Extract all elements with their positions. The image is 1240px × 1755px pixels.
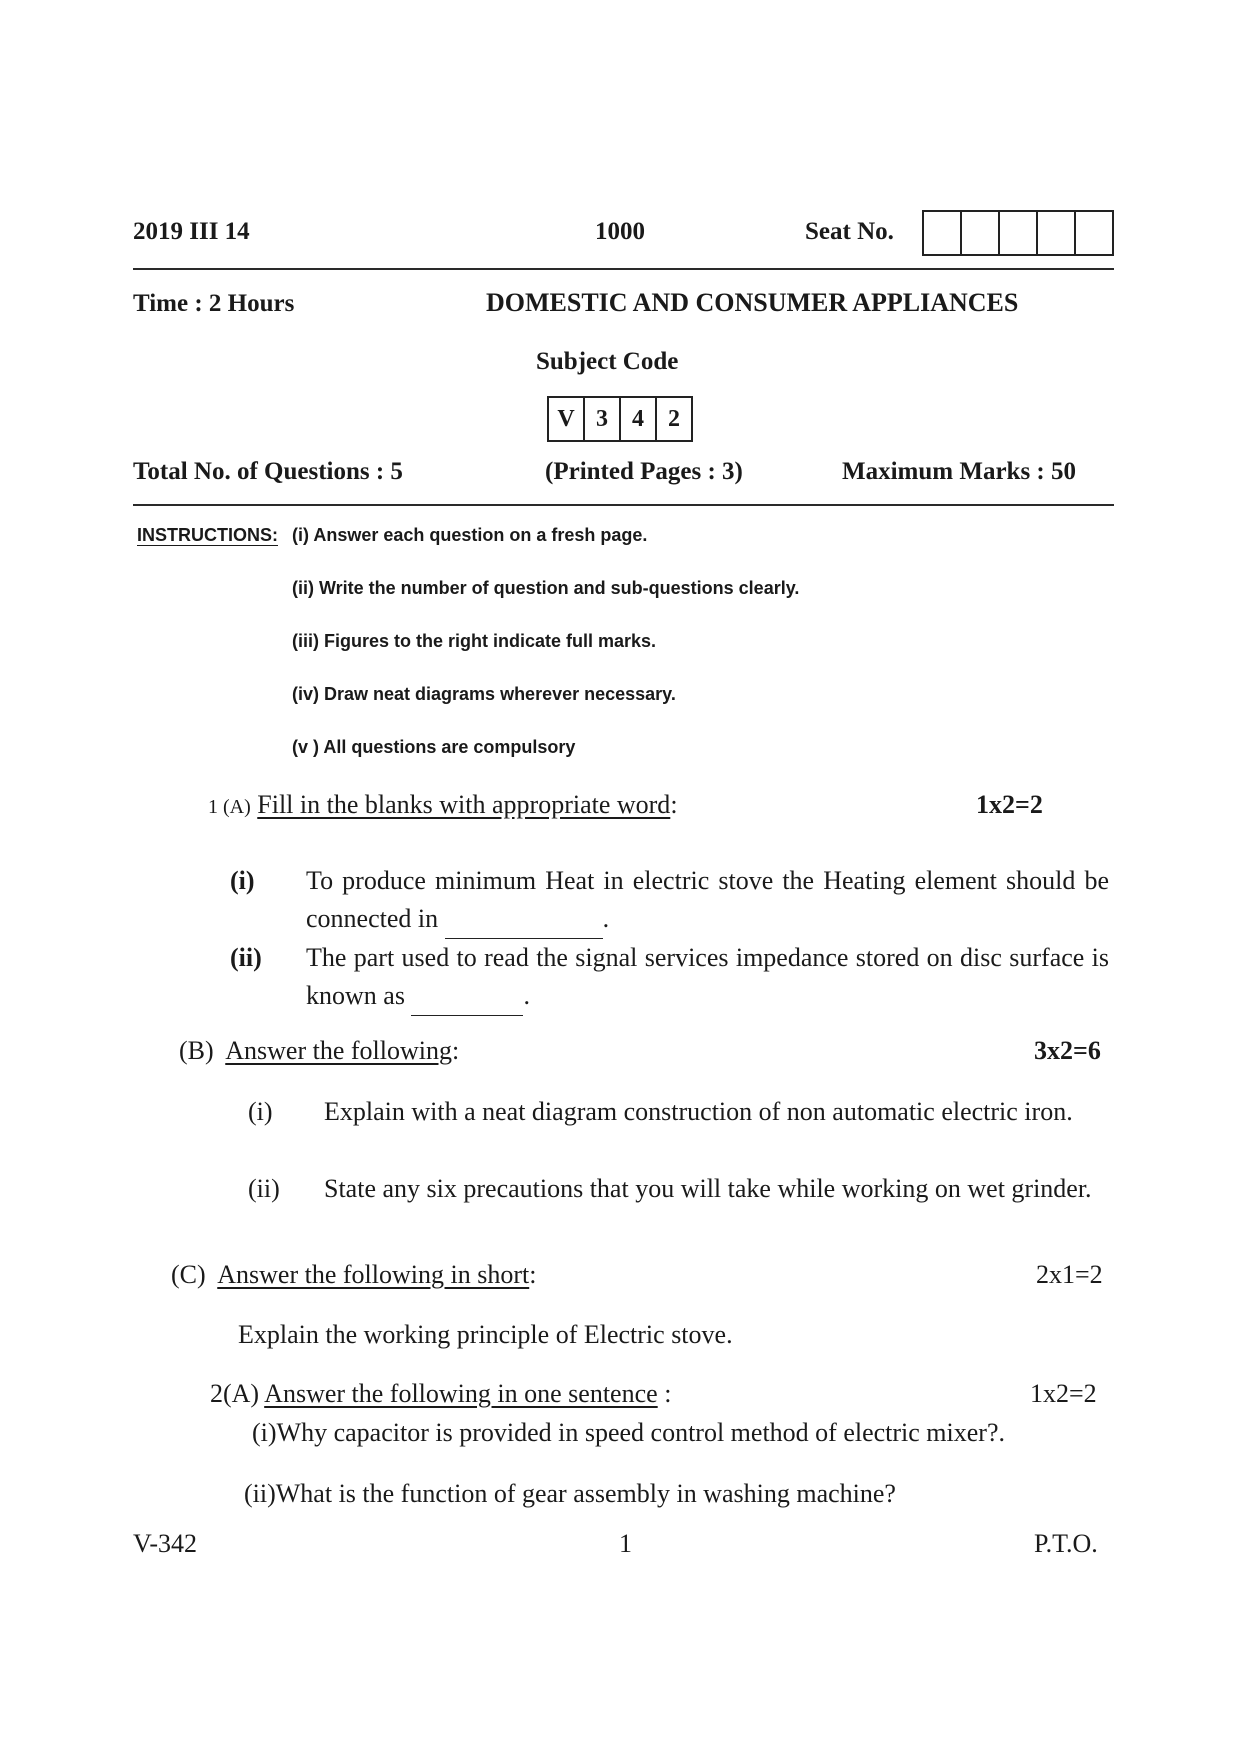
maximum-marks: Maximum Marks : 50 [842,458,1076,485]
question-1a-heading: 1 (A) Fill in the blanks with appropriate word: [208,790,678,819]
header-divider [133,504,1114,506]
header-divider [133,268,1114,270]
question-title: Answer the following in one sentence [264,1379,658,1408]
seat-digit-box[interactable] [1076,212,1112,254]
subject-code-char: 3 [585,398,621,440]
fill-blank-item: To produce minimum Heat in electric stove the Heating element should be connected in . [306,862,1109,939]
seat-digit-box[interactable] [1000,212,1038,254]
question-marks: 2x1=2 [1036,1260,1103,1289]
fill-blank-item: The part used to read the signal services impedance stored on disc surface is known as . [306,939,1109,1016]
question-title: Answer the following [225,1036,452,1065]
item-text: The part used to read the signal services impedance stored on disc surface is known as [306,943,1109,1010]
question-number: (C) [171,1260,206,1289]
item-number: (ii) [248,1174,280,1203]
instruction-item: (v ) All questions are compulsory [292,737,576,757]
question-title: Fill in the blanks with appropriate word [257,790,671,819]
paper-count: 1000 [595,218,645,245]
item-number: (i) [248,1097,273,1126]
instruction-item: (iii) Figures to the right indicate full marks. [292,631,657,651]
item-text: To produce minimum Heat in electric stove the Heating element should be connected in [306,866,1109,933]
question-item: Explain with a neat diagram construction of non automatic electric iron. [324,1097,1073,1126]
question-item: State any six precautions that you will take while working on wet grinder. [324,1174,1092,1203]
exam-code: 2019 III 14 [133,218,250,245]
question-item: (ii)What is the function of gear assembly in washing machine? [244,1479,896,1508]
seat-digit-box[interactable] [924,212,962,254]
printed-pages: (Printed Pages : 3) [545,458,743,485]
question-item: (i)Why capacitor is provided in speed control method of electric mixer?. [252,1418,1005,1447]
question-marks: 3x2=6 [1034,1036,1101,1065]
question-marks: 1x2=2 [1030,1379,1097,1408]
question-number: 2(A) [210,1379,260,1408]
instruction-item: (ii) Write the number of question and sub-questions clearly. [292,578,800,598]
item-number: (i) [230,866,255,895]
subject-code-label: Subject Code [536,348,679,375]
paper-code: V-342 [133,1529,198,1558]
answer-blank[interactable] [445,900,603,939]
question-1b-heading: (B) Answer the following: [179,1036,460,1065]
subject-code-char: 4 [621,398,657,440]
item-number: (ii) [230,943,262,972]
total-questions: Total No. of Questions : 5 [133,458,403,485]
instruction-item: (i) Answer each question on a fresh page. [292,525,648,545]
seat-digit-box[interactable] [962,212,1000,254]
subject-title: DOMESTIC AND CONSUMER APPLIANCES [486,288,1019,317]
instruction-item: (iv) Draw neat diagrams wherever necessary. [292,684,676,704]
question-item: Explain the working principle of Electric stove. [238,1320,733,1349]
question-2a-heading: 2(A) Answer the following in one sentence : [210,1379,672,1408]
question-1c-heading: (C) Answer the following in short: [171,1260,537,1289]
subject-code-char: 2 [668,406,680,432]
question-marks: 1x2=2 [976,790,1043,819]
question-title: Answer the following in short [217,1260,530,1289]
instructions-label: INSTRUCTIONS: [137,525,278,545]
subject-code-boxes [547,396,693,442]
seat-digit-box[interactable] [1038,212,1076,254]
seat-label: Seat No. [805,218,894,245]
seat-number-boxes[interactable] [922,210,1114,256]
time-allowed: Time : 2 Hours [133,290,295,317]
question-number: (B) [179,1036,214,1065]
subject-code-char: V [549,398,585,440]
please-turn-over: P.T.O. [1034,1529,1098,1558]
answer-blank[interactable] [411,977,523,1016]
question-number: 1 (A) [208,796,251,818]
page-number: 1 [619,1529,632,1558]
